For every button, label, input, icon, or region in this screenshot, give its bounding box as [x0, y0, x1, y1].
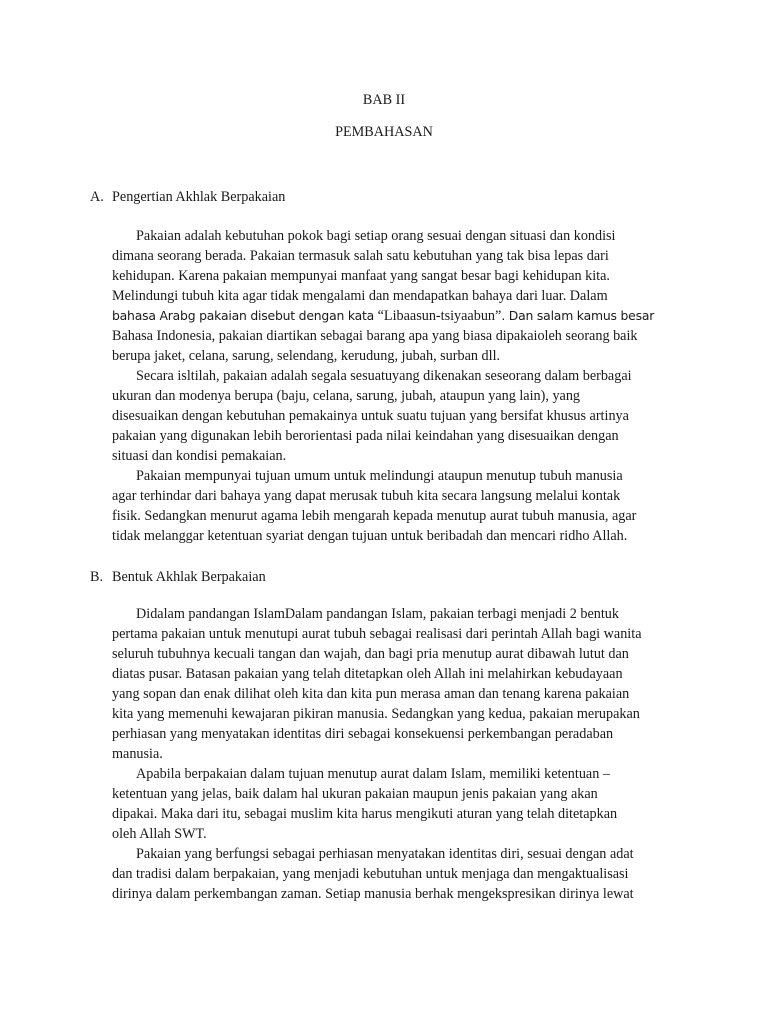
paragraph-line: Pakaian mempunyai tujuan umum untuk melindungi ataupun menutup tubuh manusia [136, 468, 623, 484]
paragraph-line: ukuran dan modenya berupa (baju, celana, sarung, jubah, ataupun yang lain), yang [112, 388, 581, 404]
section-b-body [112, 604, 672, 904]
section-a-letter: A. [90, 189, 104, 205]
section-a-body [112, 226, 672, 546]
paragraph-line: dipakai. Maka dari itu, sebagai muslim kita harus mengikuti aturan yang telah ditetapkan [112, 806, 618, 822]
paragraph-line: perhiasan yang menyatakan identitas diri sebagai konsekuensi perkembangan peradaban [112, 726, 614, 742]
paragraph-line: Melindungi tubuh kita agar tidak mengalami dan mendapatkan bahaya dari luar. Dalam [112, 288, 608, 304]
paragraph-line: kita yang memenuhi kewajaran pikiran manusia. Sedangkan yang kedua, pakaian merupakan [112, 706, 640, 722]
section-a-title-text: Pengertian Akhlak Berpakaian [112, 189, 286, 205]
paragraph-line: Apabila berpakaian dalam tujuan menutup aurat dalam Islam, memiliki ketentuan – [136, 766, 610, 782]
paragraph-line-mixed [112, 306, 672, 326]
paragraph-line: agar terhindar dari bahaya yang dapat merusak tubuh kita secara langsung melalui kontak [112, 488, 621, 504]
section-b-title-text: Bentuk Akhlak Berpakaian [112, 569, 266, 585]
section-b-title [90, 567, 266, 587]
line-segment: bahasa Arabg pakaian disebut dengan kata [112, 308, 375, 323]
paragraph-line: Secara isltilah, pakaian adalah segala sesuatuyang dikenakan seseorang dalam berbagai [136, 368, 632, 384]
paragraph-line: diatas pusar. Batasan pakaian yang telah ditetapkan oleh Allah ini melahirkan kebudayaan [112, 666, 623, 682]
page-title: PEMBAHASAN [335, 124, 433, 140]
paragraph-line: disesuaikan dengan kebutuhan pemakainya untuk suatu tujuan yang bersifat khusus artinya [112, 408, 629, 424]
section-b-letter: B. [90, 569, 104, 585]
paragraph-line: seluruh tubuhnya kecuali tangan dan wajah, dan bagi pria menutup aurat dibawah lutut dan [112, 646, 629, 662]
paragraph-line: yang sopan dan enak dilihat oleh kita dan kita pun merasa aman dan tenang karena pakaian [112, 686, 630, 702]
section-a-title [90, 187, 285, 207]
paragraph-line: berupa jaket, celana, sarung, selendang, kerudung, jubah, surban dll. [112, 348, 501, 364]
arabic-term-quote: “Libaasun-tsiyaabun” [377, 308, 502, 324]
paragraph-line: ketentuan yang jelas, baik dalam hal ukuran pakaian maupun jenis pakaian yang akan [112, 786, 598, 802]
paragraph-line: kehidupan. Karena pakaian mempunyai manfaat yang sangat besar bagi kehidupan kita. [112, 268, 610, 284]
paragraph-line: Pakaian adalah kebutuhan pokok bagi setiap orang sesuai dengan situasi dan kondisi [136, 228, 616, 244]
line-segment: . Dan salam kamus besar [501, 308, 655, 323]
paragraph-line: pertama pakaian untuk menutupi aurat tubuh sebagai realisasi dari perintah Allah bagi wanita [112, 626, 642, 642]
paragraph-line: manusia. [112, 746, 163, 762]
paragraph-line: dan tradisi dalam berpakaian, yang menjadi kebutuhan untuk menjaga dan mengaktualisasi [112, 866, 629, 882]
paragraph-line: Didalam pandangan IslamDalam pandangan Islam, pakaian terbagi menjadi 2 bentuk [136, 606, 619, 622]
paragraph-line: fisik. Sedangkan menurut agama lebih mengarah kepada menutup aurat tubuh manusia, agar [112, 508, 637, 524]
paragraph-line: dimana seorang berada. Pakaian termasuk salah satu kebutuhan yang tak bisa lepas dari [112, 248, 609, 264]
chapter-heading: BAB II [362, 92, 406, 108]
paragraph-line: tidak melanggar ketentuan syariat dengan tujuan untuk beribadah dan mencari ridho Allah. [112, 528, 628, 544]
paragraph-line: Pakaian yang berfungsi sebagai perhiasan menyatakan identitas diri, sesuai dengan adat [136, 846, 634, 862]
paragraph-line: oleh Allah SWT. [112, 826, 207, 842]
paragraph-line: dirinya dalam perkembangan zaman. Setiap manusia berhak mengekspresikan dirinya lewat [112, 886, 634, 902]
paragraph-line: Bahasa Indonesia, pakaian diartikan sebagai barang apa yang biasa dipakaioleh seorang baik [112, 328, 638, 344]
paragraph-line: situasi dan kondisi pemakaian. [112, 448, 287, 464]
paragraph-line: pakaian yang digunakan lebih berorientasi pada nilai keindahan yang disesuaikan dengan [112, 428, 619, 444]
